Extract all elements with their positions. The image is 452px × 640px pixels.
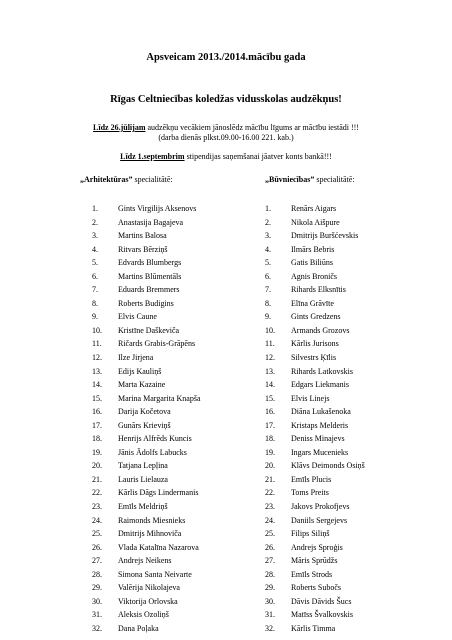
list-item <box>92 365 201 379</box>
list-number: 8. <box>265 298 271 308</box>
list-number: 17. <box>265 420 275 430</box>
contract-hours: (darba dienās plkst.09.00-16.00 221. kab.) <box>158 133 294 142</box>
student-name: Agnis Broničs <box>291 271 337 281</box>
list-number: 6. <box>265 271 271 281</box>
list-item <box>92 216 201 230</box>
student-name: Ričards Grabis-Grāpēns <box>118 339 196 349</box>
list-number: 1. <box>92 204 98 213</box>
student-name: Jakovs Prokofjevs <box>291 502 350 512</box>
list-item <box>265 622 365 636</box>
list-number: 10. <box>92 325 102 335</box>
list-number: 25. <box>92 529 102 539</box>
student-name: Elvis Caune <box>118 312 157 322</box>
list-number: 7. <box>265 285 271 295</box>
list-number: 12. <box>265 353 275 363</box>
list-item <box>265 216 365 230</box>
list-item <box>265 256 365 270</box>
list-item <box>92 405 201 419</box>
list-number: 28. <box>265 569 275 579</box>
list-number: 22. <box>265 488 275 498</box>
student-name: Deniss Minajevs <box>291 434 345 444</box>
list-item <box>265 270 365 284</box>
list-number: 20. <box>92 461 102 471</box>
list-number: 23. <box>265 502 275 512</box>
list-item <box>265 297 365 311</box>
student-name: Māris Sprūdžs <box>291 556 338 566</box>
contract-notice <box>0 123 452 133</box>
student-name: Gunārs Krieviņš <box>118 420 171 430</box>
student-name: Henrijs Alfrēds Kuncis <box>118 434 192 444</box>
page-subtitle: Rīgas Celtniecības koledžas vidusskolas audzēkņus! <box>110 94 342 105</box>
list-item <box>92 337 201 351</box>
list-item <box>265 527 365 541</box>
student-name: Daniils Sergejevs <box>291 515 348 525</box>
student-name: Kārlis Timma <box>291 623 336 633</box>
list-number: 20. <box>265 461 275 471</box>
student-name: Dmitrijs Buršćevskis <box>291 231 359 241</box>
list-number: 19. <box>265 447 275 457</box>
list-item <box>92 527 201 541</box>
student-name: Dmitrijs Mihnoviča <box>118 529 182 539</box>
bank-notice <box>0 152 452 162</box>
list-number: 29. <box>92 583 102 593</box>
student-name: Viktorija Orlovska <box>118 596 178 606</box>
list-item <box>92 256 201 270</box>
list-number: 7. <box>92 285 98 295</box>
list-item <box>92 392 201 406</box>
bank-deadline: Līdz 1.septembrim <box>120 152 185 161</box>
list-number: 3. <box>92 231 98 241</box>
list-number: 27. <box>265 556 275 566</box>
list-item <box>265 405 365 419</box>
student-name: Rihards Latkovskis <box>291 366 353 376</box>
list-number: 22. <box>92 488 102 498</box>
student-name: Edijs Kauliņš <box>118 366 162 376</box>
student-name: Edvards Blumbergs <box>118 258 182 268</box>
list-number: 13. <box>92 366 102 376</box>
student-name: Marina Margarita Knapša <box>118 393 201 403</box>
list-item <box>265 392 365 406</box>
student-name: Silvestrs Ķīlis <box>291 353 337 363</box>
contract-deadline: Līdz 26.jūlijam <box>93 123 146 132</box>
student-name: Edgars Liekmanis <box>291 380 349 390</box>
list-item <box>92 432 201 446</box>
list-item <box>265 514 365 528</box>
list-item <box>92 446 201 460</box>
list-item <box>265 419 365 433</box>
list-number: 1. <box>265 204 271 213</box>
construction-student-list <box>265 202 365 636</box>
list-item <box>92 419 201 433</box>
student-name: Valērija Nikolajeva <box>118 583 180 593</box>
list-number: 15. <box>92 393 102 403</box>
student-name: Kristīne Daškeviča <box>118 325 180 335</box>
list-item <box>92 500 201 514</box>
list-number: 32. <box>265 623 275 633</box>
list-item <box>92 324 201 338</box>
list-item <box>92 622 201 636</box>
list-number: 23. <box>92 502 102 512</box>
student-name: Marta Kazaine <box>118 380 166 390</box>
list-item <box>92 581 201 595</box>
list-number: 16. <box>265 407 275 417</box>
student-name: Kārlis Dāgs Lindermanis <box>118 488 199 498</box>
list-number: 8. <box>92 298 98 308</box>
list-item <box>92 608 201 622</box>
contract-text: audzēkņu vecākiem jānoslēdz mācību līgums ar mācību iestādi !!! <box>145 123 359 132</box>
list-item <box>265 595 365 609</box>
list-item <box>265 310 365 324</box>
list-number: 30. <box>92 596 102 606</box>
list-item <box>265 337 365 351</box>
student-name: Nikola Aišpure <box>291 217 340 227</box>
list-item <box>92 283 201 297</box>
bank-text: stipendijas saņemšanai jāatver konts bankā!!! <box>184 152 332 161</box>
list-number: 28. <box>92 569 102 579</box>
list-number: 4. <box>92 244 98 254</box>
list-number: 14. <box>92 380 102 390</box>
student-name: Elvis Linejs <box>291 393 330 403</box>
student-name: Martins Balosa <box>118 231 167 241</box>
student-name: Gatis Biliūns <box>291 258 334 268</box>
list-number: 29. <box>265 583 275 593</box>
student-name: Raimonds Miesnieks <box>118 515 186 525</box>
list-number: 16. <box>92 407 102 417</box>
list-number: 17. <box>92 420 102 430</box>
list-item <box>92 310 201 324</box>
list-number: 26. <box>92 542 102 552</box>
list-item <box>92 473 201 487</box>
construction-heading: „Būvniecības” specialitātē: <box>265 175 355 184</box>
list-item <box>265 459 365 473</box>
list-item <box>265 486 365 500</box>
student-name: Ingars Mucenieks <box>291 447 349 457</box>
list-number: 32. <box>92 623 102 633</box>
list-number: 27. <box>92 556 102 566</box>
student-name: Roberts Subočs <box>291 583 341 593</box>
list-number: 12. <box>92 353 102 363</box>
student-name: Roberts Budigins <box>118 298 174 308</box>
student-name: Vlada Katalīna Nazarova <box>118 542 199 552</box>
list-item <box>265 351 365 365</box>
student-name: Darija Kočetova <box>118 407 171 417</box>
list-item <box>265 473 365 487</box>
student-name: Klāvs Deimonds Osiņš <box>291 461 365 471</box>
architecture-heading: „Arhitektūras” specialitātē: <box>80 175 173 184</box>
list-number: 13. <box>265 366 275 376</box>
list-number: 21. <box>265 474 275 484</box>
student-name: Tatjana Lepļina <box>118 461 168 471</box>
list-item <box>92 378 201 392</box>
student-name: Simona Santa Neivarte <box>118 569 192 579</box>
student-name: Aleksis Ozoliņš <box>118 610 169 620</box>
list-item <box>92 297 201 311</box>
list-number: 4. <box>265 244 271 254</box>
list-item <box>92 351 201 365</box>
list-number: 14. <box>265 380 275 390</box>
list-number: 30. <box>265 596 275 606</box>
list-item <box>92 270 201 284</box>
student-name: Ilmārs Bebris <box>291 244 335 254</box>
list-number: 18. <box>92 434 102 444</box>
student-name: Diāna Lukašenoka <box>291 407 351 417</box>
student-name: Elīna Grāvīte <box>291 298 334 308</box>
list-item <box>265 229 365 243</box>
list-item <box>265 365 365 379</box>
student-name: Emīls Plucis <box>291 474 332 484</box>
list-item <box>265 541 365 555</box>
student-name: Gints Gredzens <box>291 312 341 322</box>
list-number: 3. <box>265 231 271 241</box>
student-name: Rihards Elksnītis <box>291 285 346 295</box>
student-name: Anastasija Bagajeva <box>118 217 184 227</box>
list-number: 24. <box>265 515 275 525</box>
student-name: Armands Grozovs <box>291 325 350 335</box>
list-number: 18. <box>265 434 275 444</box>
list-number: 6. <box>92 271 98 281</box>
student-name: Gints Virgilijs Aksenovs <box>118 204 197 213</box>
list-number: 2. <box>265 217 271 227</box>
list-number: 19. <box>92 447 102 457</box>
list-item <box>265 283 365 297</box>
student-name: Ritvars Bērziņš <box>118 244 168 254</box>
list-item <box>92 202 201 216</box>
student-name: Ilze Jirjena <box>118 353 154 363</box>
list-number: 9. <box>92 312 98 322</box>
list-item <box>92 486 201 500</box>
list-item <box>265 554 365 568</box>
list-number: 5. <box>265 258 271 268</box>
list-number: 11. <box>92 339 102 349</box>
list-number: 26. <box>265 542 275 552</box>
student-name: Martins Blūmentāls <box>118 271 182 281</box>
list-item <box>92 554 201 568</box>
list-number: 25. <box>265 529 275 539</box>
list-number: 31. <box>92 610 102 620</box>
student-name: Emīls Meldriņš <box>118 502 168 512</box>
student-name: Filips Siliņš <box>291 529 330 539</box>
list-number: 9. <box>265 312 271 322</box>
list-item <box>92 514 201 528</box>
architecture-student-list <box>92 202 201 636</box>
list-item <box>265 581 365 595</box>
list-item <box>265 446 365 460</box>
list-item <box>265 378 365 392</box>
student-name: Matīss Švalkovskis <box>291 610 354 620</box>
student-name: Lauris Lielauza <box>118 474 168 484</box>
list-item <box>92 459 201 473</box>
list-number: 31. <box>265 610 275 620</box>
page-title: Apsveicam 2013./2014.mācību gada <box>146 52 306 63</box>
list-item <box>92 595 201 609</box>
list-number: 24. <box>92 515 102 525</box>
student-name: Toms Preits <box>291 488 329 498</box>
student-name: Andrejs Neikens <box>118 556 172 566</box>
list-item <box>265 608 365 622</box>
list-item <box>265 500 365 514</box>
list-item <box>92 568 201 582</box>
list-item <box>92 229 201 243</box>
list-number: 21. <box>92 474 102 484</box>
list-number: 11. <box>265 339 275 349</box>
list-item <box>265 568 365 582</box>
student-name: Emīls Strods <box>291 569 333 579</box>
list-item <box>265 202 365 216</box>
student-name: Kārlis Jurisons <box>291 339 339 349</box>
list-item <box>92 243 201 257</box>
list-item <box>265 432 365 446</box>
student-name: Renārs Aigars <box>291 204 337 213</box>
list-item <box>92 541 201 555</box>
list-number: 2. <box>92 217 98 227</box>
student-name: Dāvis Dāvids Šucs <box>291 596 352 606</box>
student-name: Kristaps Melderis <box>291 420 349 430</box>
student-name: Jānis Ādolfs Labucks <box>118 447 187 457</box>
student-name: Dana Poļaka <box>118 623 159 633</box>
student-name: Andrejs Sproģis <box>291 542 343 552</box>
list-item <box>265 243 365 257</box>
list-number: 5. <box>92 258 98 268</box>
list-number: 10. <box>265 325 275 335</box>
student-name: Eduards Bremmers <box>118 285 180 295</box>
list-item <box>265 324 365 338</box>
list-number: 15. <box>265 393 275 403</box>
